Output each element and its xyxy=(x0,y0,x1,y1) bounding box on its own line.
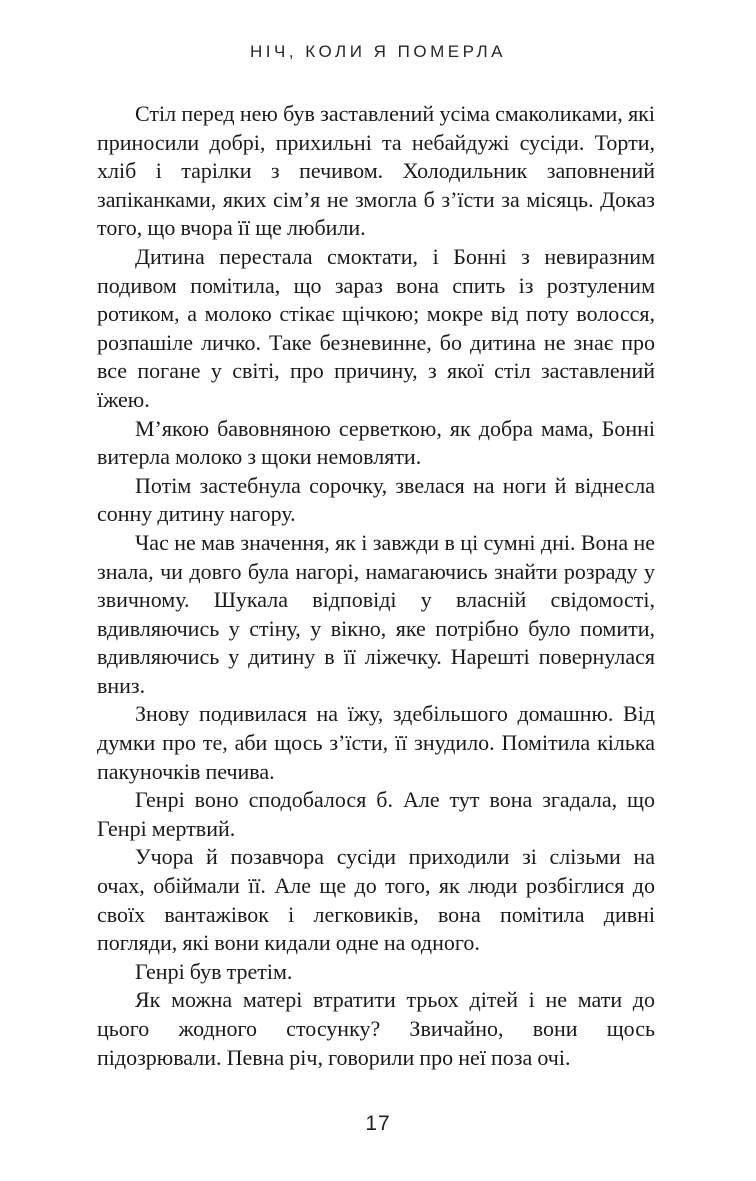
paragraph: Стіл перед нею був заставлений усіма смаколиками, які приносили добрі, прихильні та небайдужі сусіди. Торти, хліб і тарілки з печивом. Холодильник заповнений запіканками, яких сім’я не змогла б з’їсти за місяць. Доказ того, що вчора її ще любили. xyxy=(97,101,655,241)
paragraph: Учора й позавчора сусіди приходили зі слізьми на очах, обіймали її. Але ще до того, як люди розбіглися до своїх вантажівок і легковиків, вона помітила дивні погляди, які вони кидали одне на одного. xyxy=(97,844,655,956)
paragraph: Генрі був третім. xyxy=(135,958,293,984)
paragraph: Знову подивилася на їжу, здебільшого домашню. Від думки про те, аби щось з’їсти, її знудило. Помітила кілька пакуночків печива. xyxy=(97,701,655,784)
page-body xyxy=(97,100,655,1072)
paragraph: Дитина перестала смоктати, і Бонні з невиразним подивом помітила, що зараз вона спить із розтуленим ротиком, а молоко стікає щічкою; мокре від поту волосся, розпашіле личко. Таке безневинне, бо дитина не знає про все погане у світі, про причину, з якої стіл заставлений їжею. xyxy=(97,243,655,412)
page-number: 17 xyxy=(365,1112,391,1135)
paragraph: Як можна матері втратити трьох дітей і не мати до цього жодного стосунку? Звичайно, вони щось підозрювали. Певна річ, говорили про неї поза очі. xyxy=(97,987,655,1070)
paragraph: М’якою бавовняною серветкою, як добра мама, Бонні витерла молоко з щоки немовляти. xyxy=(97,415,655,470)
paragraph: Час не мав значення, як і завжди в ці сумні дні. Вона не знала, чи довго була нагорі, намагаючись знайти розраду у звичному. Шукала відповіді у власній свідомості, вдивляючись у стіну, у вікно, яке потрібно було помити, вдивляючись у дитину в її ліжечку. Нарешті повернулася вниз. xyxy=(97,529,655,698)
paragraph: Потім застебнула сорочку, звелася на ноги й віднесла сонну дитину нагору. xyxy=(97,472,655,527)
chapter-title: НІЧ, КОЛИ Я ПОМЕРЛА xyxy=(250,42,506,61)
paragraph: Генрі воно сподобалося б. Але тут вона згадала, що Генрі мертвий. xyxy=(97,787,655,841)
